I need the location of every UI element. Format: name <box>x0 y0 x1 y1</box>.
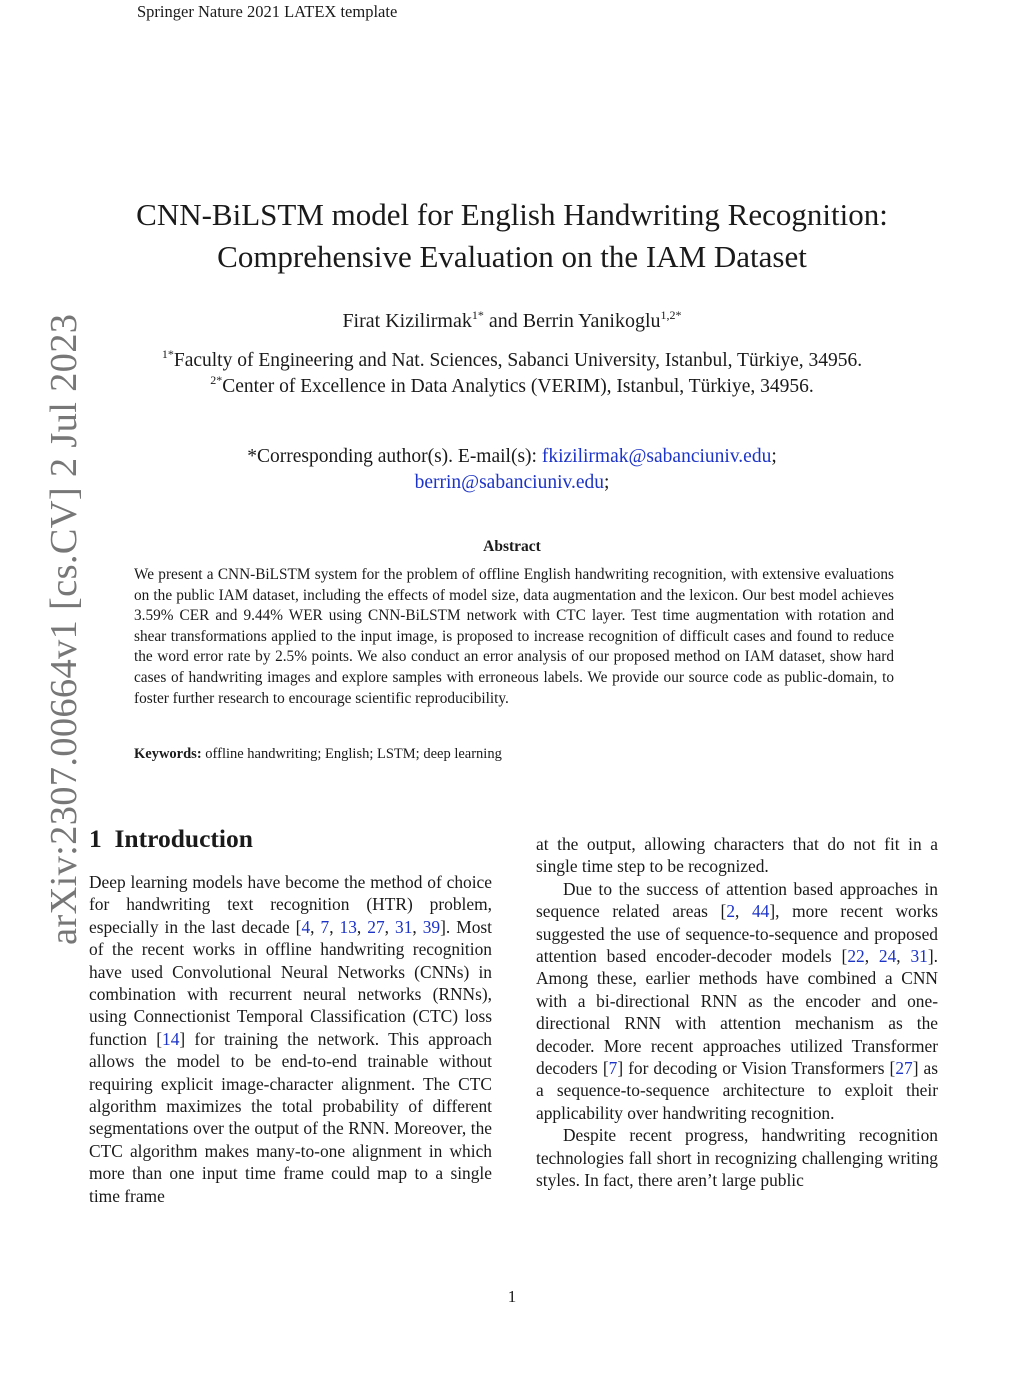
author-1-affil: 1* <box>471 308 484 322</box>
intro-paragraph-continued: at the output, allowing characters that do not fit in a single time step to be recognized. <box>536 834 938 877</box>
keywords <box>134 746 502 763</box>
text-run: ], more recent works suggested the use of sequence-to-sequence and proposed attention based encoder-decoder models [ <box>536 901 939 967</box>
author-2-affil: 1,2* <box>660 308 682 322</box>
text-run: ]. Most of the recent works in offline handwriting recognition have used Convolutional Neural Networks (CNNs) in combination with recurrent neural networks (RNNs), using Connectionist Temporal Classification (CTC) loss function [ <box>89 916 493 1049</box>
intro-paragraph-3: Despite recent progress, handwriting recognition technologies fall short in recognizing challenging writing styles. In fact, there aren’t large public <box>536 1125 938 1191</box>
arxiv-side-label: arXiv:2307.00664v1 [cs.CV] 2 Jul 2023 <box>43 313 85 945</box>
page-number: 1 <box>507 1287 517 1306</box>
affiliation-1-text: Faculty of Engineering and Nat. Sciences, Sabanci University, Istanbul, Türkiye, 34956. <box>173 350 863 371</box>
intro-paragraph-1: Deep learning models have become the method of choice for handwriting text recognition (HTR) problem, especially in the last decade [4, 7, 13, 27, 31, 39]. Most of the recent works in offline handwriting recognition have used Convolutional Neural Networks (CNNs) in combination with recurrent neural networks (RNNs), using Connectionist Temporal Classification (CTC) loss function [14] for training the network. This approach allows the model to be end-to-end trainable without requiring explicit image-character alignment. The CTC algorithm maximizes the total probability of different segmentations over the output of the RNN. Moreover, the CTC algorithm makes many-to-one alignment in which more than one input time frame could map to a single time frame <box>89 872 493 1206</box>
affiliation-2-text: Center of Excellence in Data Analytics (VERIM), Istanbul, Türkiye, 34956. <box>222 376 814 397</box>
citation-link[interactable]: 2 <box>726 901 736 922</box>
citation-link[interactable]: 7 <box>320 916 330 937</box>
author-connector: and <box>483 310 523 332</box>
citation-link[interactable]: 44 <box>751 901 770 922</box>
correspondence-line-2 <box>0 472 1024 494</box>
affiliation-1 <box>0 347 1024 372</box>
text-run: ]. Among these, earlier methods have combined a CNN with a bi-directional RNN as the encoder and one-directional RNN with attention mechanism as the decoder. More recent approaches utilized Transformer decoders [ <box>536 946 938 1079</box>
text-run: ] for decoding or Vision Transformers [ <box>617 1058 896 1079</box>
citation-link[interactable]: 22 <box>847 946 865 967</box>
citation-link[interactable]: 14 <box>162 1028 180 1049</box>
email-link-2[interactable]: berrin@sabanciuniv.edu <box>414 472 604 493</box>
section-title: Introduction <box>114 824 253 853</box>
citation-link[interactable]: 13 <box>339 916 357 937</box>
text-run: Deep learning models have become the method of choice for handwriting text recognition (HTR) problem, especially in the last decade [ <box>89 872 492 937</box>
title-line-2: Comprehensive Evaluation on the IAM Dataset <box>217 239 807 274</box>
citation-link[interactable]: 7 <box>608 1058 618 1079</box>
title-line-1: CNN-BiLSTM model for English Handwriting Recognition: <box>136 197 888 232</box>
correspondence-prefix: *Corresponding author(s). E-mail(s): <box>247 446 542 467</box>
intro-paragraph-2: Due to the success of attention based approaches in sequence related areas [2, 44], more recent works suggested the use of sequence-to-sequence and proposed attention based encoder-decoder models [22, 24, 31]. Among these, earlier methods have combined a CNN with a bi-directional RNN as the encoder and one-directional RNN with attention mechanism as the decoder. More recent approaches utilized Transformer decoders [7] for decoding or Vision Transformers [27] as a sequence-to-sequence architecture to exploit their applicability over handwriting recognition. <box>536 878 939 1123</box>
citation-link[interactable]: 27 <box>367 916 385 937</box>
right-column <box>536 833 938 1192</box>
text-run: Due to the success of attention based approaches in sequence related areas [ <box>536 878 938 922</box>
section-heading <box>89 824 253 854</box>
author-list <box>0 310 1024 333</box>
citation-link[interactable]: 31 <box>395 916 413 937</box>
email-separator: ; <box>604 472 610 493</box>
author-2: Berrin Yanikoglu <box>522 310 661 332</box>
abstract-heading: Abstract <box>483 538 541 555</box>
author-1: Firat Kizilirmak <box>342 310 472 332</box>
running-header: Springer Nature 2021 LATEX template <box>137 2 398 21</box>
citation-link[interactable]: 24 <box>878 946 897 967</box>
email-separator: ; <box>771 446 777 467</box>
text-run: ] for training the network. This approach allows the model to be end-to-end trainable without requiring explicit image-character alignment. The CTC algorithm maximizes the total probability of different segmentations over the output of the RNN. Moreover, the CTC algorithm makes many-to-one alignment in which more than one input time frame could map to a single time frame <box>89 1028 492 1206</box>
citation-link[interactable]: 4 <box>301 916 311 937</box>
keywords-text: offline handwriting; English; LSTM; deep learning <box>201 746 502 762</box>
email-link-1[interactable]: fkizilirmak@sabanciuniv.edu <box>541 446 772 467</box>
affiliation-2-marker: 2* <box>210 373 223 387</box>
affiliation-2 <box>0 373 1024 398</box>
citation-link[interactable]: 39 <box>422 916 441 937</box>
keywords-label: Keywords: <box>134 746 202 762</box>
citation-link[interactable]: 31 <box>910 946 928 967</box>
correspondence-line <box>0 446 1024 468</box>
section-number: 1 <box>89 824 102 853</box>
abstract-body: We present a CNN-BiLSTM system for the problem of offline English handwriting recognition, with extensive evaluations on the public IAM dataset, including the effects of model size, data augmentation and the lexicon. Our best model achieves 3.59% CER and 9.44% WER using CNN-BiLSTM network with CTC layer. Test time augmentation with rotation and shear transformations applied to the input image, is proposed to increase recognition of difficult cases and found to reduce the word error rate by 2.5% points. We also conduct an error analysis of our proposed method on IAM dataset, show hard cases of handwriting images and explore samples with erroneous labels. We provide our source code as public-domain, to foster further research to encourage scientific reproducibility. <box>134 566 894 707</box>
text-run: ] as a sequence-to-sequence architecture to exploit their applicability over handwriting recognition. <box>536 1058 938 1123</box>
paper-title <box>0 194 1024 278</box>
citation-link[interactable]: 27 <box>895 1058 913 1079</box>
affiliation-1-marker: 1* <box>161 347 174 361</box>
left-column <box>89 871 492 1207</box>
